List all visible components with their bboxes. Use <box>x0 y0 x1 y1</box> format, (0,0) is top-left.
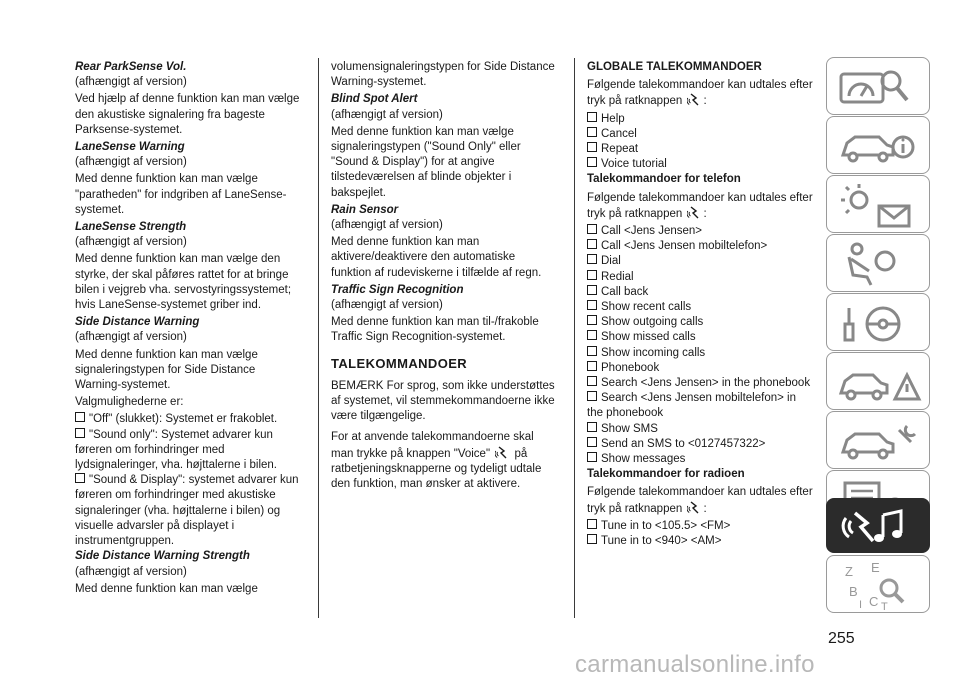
paragraph: Med denne funktion kan man aktivere/deaktivere den automatiske funktion af rudeviskerne i tilfælde af regn. <box>331 236 542 279</box>
paragraph: Med denne funktion kan man vælge signaleringstypen ("Sound Only" eller "Sound & Display") for at angive tilstedeværelsen af blinde objekter i bakspejlet. <box>331 125 521 199</box>
airbag-seat-icon <box>827 235 931 293</box>
paragraph: Med denne funktion kan man vælge den styrke, der skal påføres rattet for at bringe bilen i vejgreb vha. servostyringssystemet; hvis LaneSense-systemet griber ind. <box>75 253 292 312</box>
column-middle <box>331 60 556 494</box>
list-item: Tune in to <105.5> <FM> <box>587 519 815 534</box>
checkbox-bullet-icon <box>587 330 597 340</box>
index-letter-t: T <box>881 601 888 613</box>
list-item: Help <box>587 112 815 127</box>
list-item: Repeat <box>587 142 815 157</box>
list-item: Send an SMS to <0127457322> <box>587 437 815 452</box>
phone-commands-heading: Talekommandoer for telefon <box>587 173 741 186</box>
list-item: Cancel <box>587 127 815 142</box>
voice-button-icon <box>687 206 701 219</box>
list-item: Voice tutorial <box>587 157 815 172</box>
tab-multimedia[interactable] <box>826 498 930 553</box>
checkbox-bullet-icon <box>587 157 597 167</box>
checkbox-bullet-icon <box>75 473 85 483</box>
tab-safety[interactable] <box>826 234 930 292</box>
list-item: Show outgoing calls <box>587 315 815 330</box>
checkbox-bullet-icon <box>75 412 85 422</box>
list-item: Phonebook <box>587 361 815 376</box>
checkbox-bullet-icon <box>587 391 597 401</box>
list-item: Show missed calls <box>587 330 815 345</box>
list-item: Call back <box>587 285 815 300</box>
list-item: Redial <box>587 270 815 285</box>
lights-message-icon <box>827 176 931 234</box>
checkbox-bullet-icon <box>587 300 597 310</box>
checkbox-bullet-icon <box>587 346 597 356</box>
tab-lights-messages[interactable] <box>826 175 930 233</box>
list-item: Dial <box>587 254 815 269</box>
paragraph: Med denne funktion kan man til-/frakoble Traffic Sign Recognition-systemet. <box>331 316 539 344</box>
tab-car-info[interactable] <box>826 116 930 174</box>
voice-button-icon <box>687 93 701 106</box>
dashboard-gauge-icon <box>827 58 931 116</box>
car-service-icon <box>827 412 931 470</box>
checkbox-bullet-icon <box>587 285 597 295</box>
section-heading: TALEKOMMANDOER <box>331 355 468 371</box>
version-note: (afhængigt af version) <box>331 299 443 312</box>
checkbox-bullet-icon <box>587 315 597 325</box>
alphabetical-index-icon <box>827 556 931 614</box>
checkbox-bullet-icon <box>587 239 597 249</box>
index-letter-c: C <box>869 594 879 609</box>
paragraph: volumensignaleringstypen for Side Distance Warning-systemet. <box>331 61 555 89</box>
list-item: Show messages <box>587 452 815 467</box>
checkbox-bullet-icon <box>587 376 597 386</box>
tab-driving[interactable] <box>826 293 930 351</box>
checkbox-bullet-icon <box>587 534 597 544</box>
paragraph: Med denne funktion kan man vælge "paratheden" for indgriben af LaneSense-systemet. <box>75 173 287 216</box>
paragraph: Følgende talekommandoer kan udtales efter tryk på ratknappen : <box>587 486 813 515</box>
checkbox-bullet-icon <box>587 361 597 371</box>
list-item: Call <Jens Jensen mobiltelefon> <box>587 239 815 254</box>
car-info-icon <box>827 117 931 175</box>
checkbox-bullet-icon <box>587 270 597 280</box>
paragraph: Ved hjælp af denne funktion kan man vælge den akustiske signalering fra bageste Parksense-systemet. <box>75 93 300 136</box>
radio-commands-heading: Talekommandoer for radioen <box>587 468 745 481</box>
index-letter-b: B <box>849 584 858 599</box>
list-item: Tune in to <940> <AM> <box>587 534 815 549</box>
multimedia-voice-icon <box>827 499 931 554</box>
version-note: (afhængigt af version) <box>331 108 443 121</box>
traffic-sign-subheading: Traffic Sign Recognition <box>331 283 464 296</box>
list-item: "Sound only": Systemet advarer kun føreren om forhindringer med lydsignaleringer, vha. højttalerne i bilen. <box>75 428 278 472</box>
side-distance-warning-subheading: Side Distance Warning <box>75 316 200 329</box>
blind-spot-subheading: Blind Spot Alert <box>331 93 418 106</box>
column-divider <box>318 58 319 618</box>
checkbox-bullet-icon <box>587 127 597 137</box>
checkbox-bullet-icon <box>587 254 597 264</box>
lanesense-strength-subheading: LaneSense Strength <box>75 221 187 234</box>
note-paragraph: BEMÆRK For sprog, som ikke understøttes af systemet, vil stemmekommandoerne ikke være tilgængelige. <box>331 379 555 423</box>
tab-dashboard[interactable] <box>826 57 930 115</box>
voice-button-icon <box>495 446 509 459</box>
checkbox-bullet-icon <box>587 452 597 462</box>
page-number: 255 <box>828 630 855 647</box>
paragraph: Med denne funktion kan man vælge <box>75 582 258 595</box>
rain-sensor-subheading: Rain Sensor <box>331 203 399 216</box>
options-intro: Valgmulighederne er: <box>75 396 184 409</box>
version-note: (afhængigt af version) <box>75 331 187 344</box>
version-note: (afhængigt af version) <box>75 565 187 578</box>
checkbox-bullet-icon <box>587 142 597 152</box>
tab-index[interactable] <box>826 555 930 613</box>
index-letter-z: Z <box>845 564 853 579</box>
list-item: "Sound & Display": systemet advarer kun føreren om forhindringer med akustiske signaleringer (vha. højttalerne i bilen) og visuelle advarsler på displayet i instrumentgruppen. <box>75 474 299 548</box>
list-item: Show SMS <box>587 422 815 437</box>
checkbox-bullet-icon <box>587 422 597 432</box>
checkbox-bullet-icon <box>587 437 597 447</box>
lanesense-warning-subheading: LaneSense Warning <box>75 141 185 154</box>
version-note: (afhængigt af version) <box>75 156 187 169</box>
tab-emergency[interactable] <box>826 352 930 410</box>
list-item: Search <Jens Jensen mobiltelefon> in the phonebook <box>587 392 796 420</box>
list-item: Search <Jens Jensen> in the phonebook <box>587 376 815 391</box>
version-note: (afhængigt af version) <box>75 76 187 89</box>
watermark: carmanualsonline.info <box>575 651 815 678</box>
index-letter-i: I <box>859 599 863 611</box>
checkbox-bullet-icon <box>587 224 597 234</box>
version-note: (afhængigt af version) <box>331 219 443 232</box>
checkbox-bullet-icon <box>587 519 597 529</box>
column-divider <box>574 58 575 618</box>
column-right <box>587 60 815 549</box>
phone-commands-list <box>587 224 815 467</box>
side-distance-strength-subheading: Side Distance Warning Strength <box>75 550 250 563</box>
list-item: Show recent calls <box>587 300 815 315</box>
list-item: "Off" (slukket): Systemet er frakoblet. <box>75 412 303 427</box>
emergency-car-icon <box>827 353 931 411</box>
rear-parksense-subheading: Rear ParkSense Vol. <box>75 61 187 73</box>
index-letter-e: E <box>871 560 880 575</box>
voice-button-icon <box>687 501 701 514</box>
column-left <box>75 60 303 599</box>
paragraph: For at anvende talekommandoerne skal man trykke på knappen "Voice" på ratbetjeningsknapperne og tydeligt udtale den funktion, man ønsker at aktivere. <box>331 431 542 491</box>
checkbox-bullet-icon <box>587 112 597 122</box>
steering-wheel-icon <box>827 294 931 352</box>
tab-service[interactable] <box>826 411 930 469</box>
global-commands-heading: GLOBALE TALEKOMMANDOER <box>587 61 762 73</box>
checkbox-bullet-icon <box>75 428 85 438</box>
list-item: Show incoming calls <box>587 346 815 361</box>
list-item: Call <Jens Jensen> <box>587 224 815 239</box>
version-note: (afhængigt af version) <box>75 236 187 249</box>
paragraph: Med denne funktion kan man vælge signaleringstypen for Side Distance Warning-systemet. <box>75 348 258 392</box>
paragraph: Følgende talekommandoer kan udtales efter tryk på ratknappen : <box>587 191 813 220</box>
paragraph: Følgende talekommandoer kan udtales efter tryk på ratknappen : <box>587 79 813 108</box>
